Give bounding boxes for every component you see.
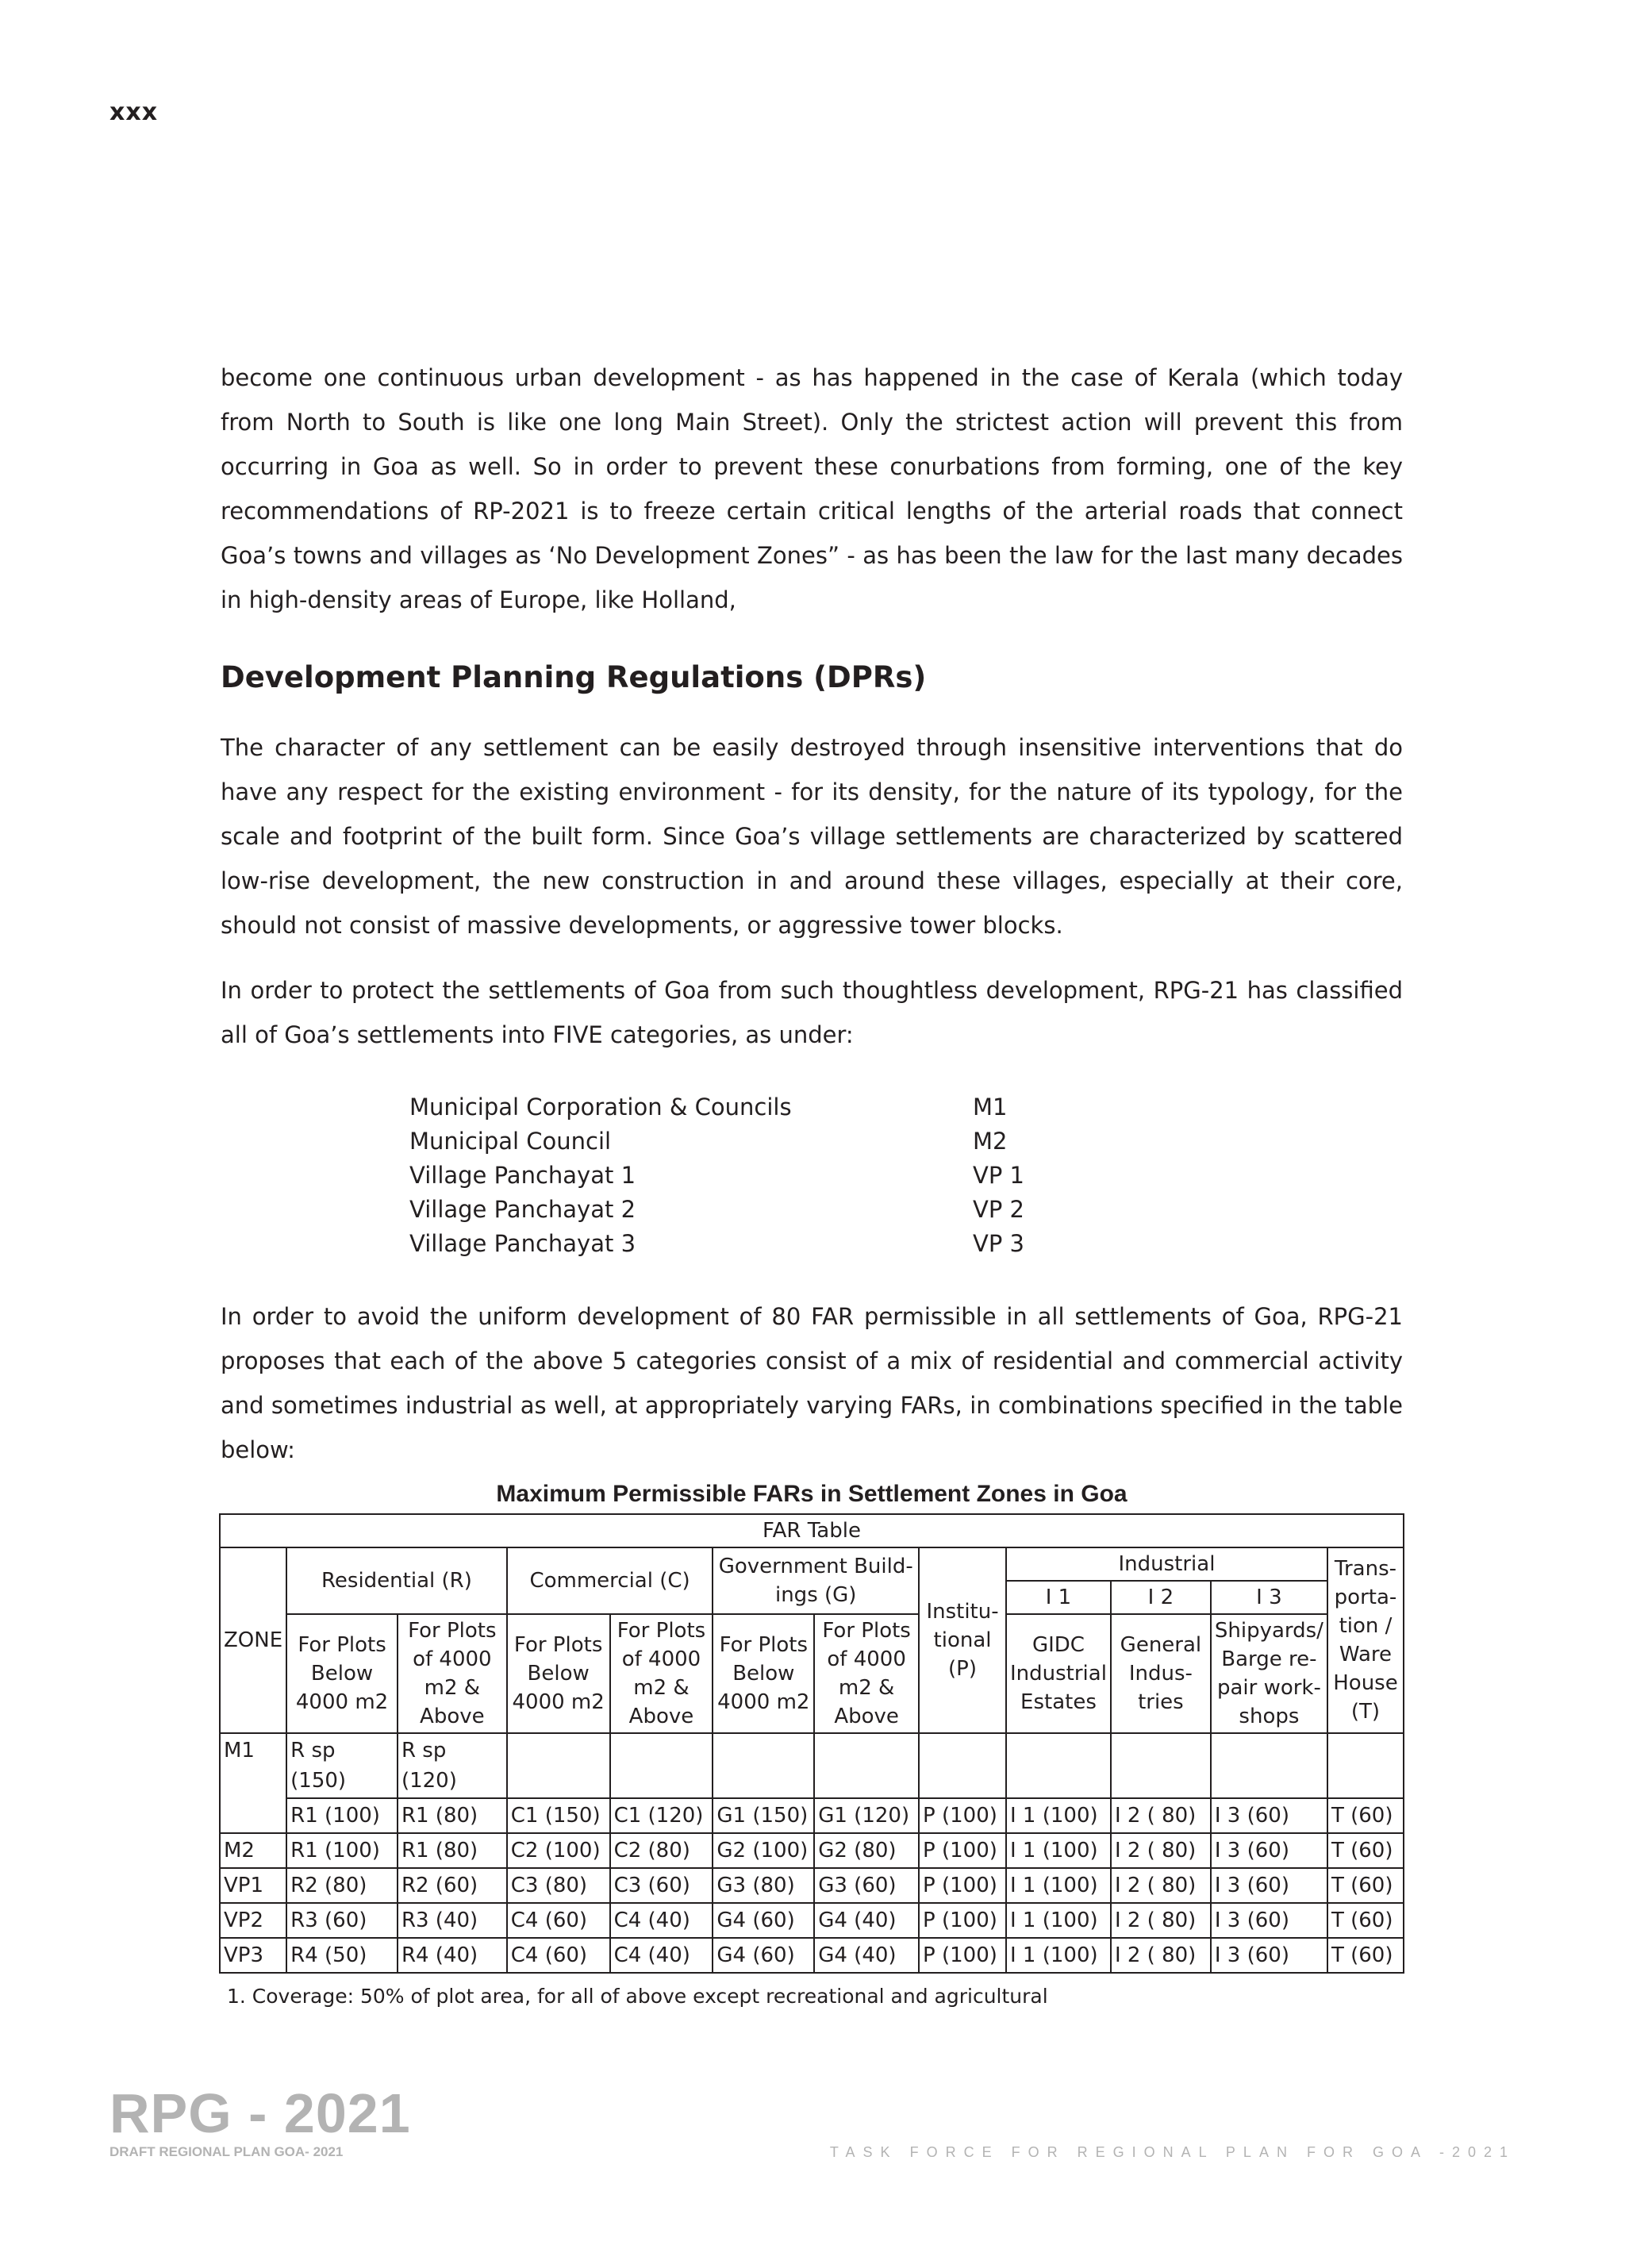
table-cell: I 3 (60) — [1211, 1903, 1327, 1938]
category-row — [409, 1227, 1403, 1261]
industrial-i2-desc: General Indus-tries — [1111, 1614, 1211, 1733]
table-cell: C4 (60) — [507, 1938, 610, 1973]
table-cell: I 1 (100) — [1006, 1833, 1111, 1868]
commercial-above-header: For Plots of 4000 m2 & Above — [610, 1614, 713, 1733]
table-cell: I 2 ( 80) — [1111, 1833, 1211, 1868]
table-cell: R2 (80) — [286, 1868, 398, 1903]
table-cell: I 2 ( 80) — [1111, 1903, 1211, 1938]
category-name: Village Panchayat 1 — [409, 1162, 636, 1189]
table-cell: I 2 ( 80) — [1111, 1868, 1211, 1903]
page-content — [221, 356, 1403, 2008]
table-cell: C1 (120) — [610, 1798, 713, 1833]
table-cell: C4 (60) — [507, 1903, 610, 1938]
table-cell: G1 (120) — [814, 1798, 919, 1833]
table-cell: R3 (60) — [286, 1903, 398, 1938]
table-row — [220, 1798, 1404, 1833]
zone-cell: VP2 — [220, 1903, 286, 1938]
table-row — [220, 1833, 1404, 1868]
table-cell: R sp (120) — [398, 1733, 507, 1798]
residential-above-header: For Plots of 4000 m2 & Above — [398, 1614, 507, 1733]
page-reference: xxx — [109, 98, 159, 126]
table-cell: I 1 (100) — [1006, 1798, 1111, 1833]
table-cell: P (100) — [919, 1798, 1006, 1833]
transport-header: Trans-porta-tion / Ware House (T) — [1327, 1547, 1404, 1733]
category-row — [409, 1193, 1403, 1227]
table-cell: R2 (60) — [398, 1868, 507, 1903]
table-cell: R1 (100) — [286, 1798, 398, 1833]
government-below-header: For Plots Below 4000 m2 — [713, 1614, 814, 1733]
table-cell: I 1 (100) — [1006, 1938, 1111, 1973]
table-cell: G4 (40) — [814, 1903, 919, 1938]
industrial-i1-header: I 1 — [1006, 1581, 1111, 1614]
table-cell: G4 (60) — [713, 1903, 814, 1938]
zone-cell: VP1 — [220, 1868, 286, 1903]
table-cell: P (100) — [919, 1833, 1006, 1868]
table-cell: R1 (80) — [398, 1798, 507, 1833]
table-row — [220, 1868, 1404, 1903]
category-row — [409, 1159, 1403, 1193]
table-cell: P (100) — [919, 1868, 1006, 1903]
table-cell: I 3 (60) — [1211, 1938, 1327, 1973]
institutional-header: Institu-tional (P) — [919, 1547, 1006, 1733]
table-cell: R1 (100) — [286, 1833, 398, 1868]
table-cell: C4 (40) — [610, 1938, 713, 1973]
table-cell: I 2 ( 80) — [1111, 1798, 1211, 1833]
protect-paragraph: In order to protect the settlements of Goa from such thoughtless development, RPG-21 has classified all of Goa’s settlements into FIVE categories, as under: — [221, 977, 1403, 1048]
table-row — [220, 1903, 1404, 1938]
table-cell: I 3 (60) — [1211, 1868, 1327, 1903]
category-row — [409, 1124, 1403, 1159]
industrial-header: Industrial — [1006, 1547, 1327, 1581]
category-name: Municipal Corporation & Councils — [409, 1094, 792, 1121]
intro-paragraph: become one continuous urban development - as has happened in the case of Kerala (which today from North to South is like one long Main Street). Only the strictest action will prevent this from occurring in Goa as well. So in order to prevent these conurbations from forming, one of the key recommendations of RP-2021 is to freeze certain critical lengths of the arterial roads that connect Goa’s towns and villages as ‘No Development Zones” - as has been the law for the last many decades in high-density areas of Europe, like Holland, — [221, 364, 1403, 613]
table-cell: C4 (40) — [610, 1903, 713, 1938]
table-cell: G1 (150) — [713, 1798, 814, 1833]
settlement-category-list — [409, 1090, 1403, 1261]
industrial-i1-desc: GIDC Industrial Estates — [1006, 1614, 1111, 1733]
table-cell: G2 (80) — [814, 1833, 919, 1868]
table-cell: T (60) — [1327, 1833, 1404, 1868]
zone-cell: M1 — [220, 1733, 286, 1833]
category-code: M1 — [973, 1094, 1008, 1121]
character-paragraph: The character of any settlement can be easily destroyed through insensitive interventions that do have any respect for the existing environment - for its density, for the nature of its typology, for the scale and footprint of the built form. Since Goa’s village settlements are characterized by scattered low-rise development, the new construction in and around these villages, especially at their core, should not consist of massive developments, or aggressive tower blocks. — [221, 734, 1403, 939]
table-title: Maximum Permissible FARs in Settlement Zones in Goa — [496, 1481, 1128, 1507]
table-cell: I 1 (100) — [1006, 1868, 1111, 1903]
table-caption: FAR Table — [220, 1514, 1404, 1547]
table-cell: I 1 (100) — [1006, 1903, 1111, 1938]
category-row — [409, 1090, 1403, 1124]
section-heading: Development Planning Regulations (DPRs) — [221, 660, 927, 694]
residential-header: Residential (R) — [286, 1547, 507, 1614]
commercial-header: Commercial (C) — [507, 1547, 713, 1614]
zone-cell: M2 — [220, 1833, 286, 1868]
footer-running-title: TASK FORCE FOR REGIONAL PLAN FOR GOA -2021 — [829, 2144, 1516, 2160]
table-cell: P (100) — [919, 1938, 1006, 1973]
industrial-i2-header: I 2 — [1111, 1581, 1211, 1614]
government-above-header: For Plots of 4000 m2 & Above — [814, 1614, 919, 1733]
category-code: VP 2 — [973, 1196, 1024, 1223]
category-code: M2 — [973, 1128, 1008, 1155]
table-cell: C2 (80) — [610, 1833, 713, 1868]
table-cell: T (60) — [1327, 1868, 1404, 1903]
table-cell: R3 (40) — [398, 1903, 507, 1938]
table-cell: I 3 (60) — [1211, 1798, 1327, 1833]
table-cell: T (60) — [1327, 1798, 1404, 1833]
table-cell: G3 (60) — [814, 1868, 919, 1903]
category-code: VP 1 — [973, 1162, 1024, 1189]
table-cell: G3 (80) — [713, 1868, 814, 1903]
table-cell: C2 (100) — [507, 1833, 610, 1868]
table-cell: R1 (80) — [398, 1833, 507, 1868]
table-cell: C3 (60) — [610, 1868, 713, 1903]
table-cell: I 3 (60) — [1211, 1833, 1327, 1868]
commercial-below-header: For Plots Below 4000 m2 — [507, 1614, 610, 1733]
table-cell: I 2 ( 80) — [1111, 1938, 1211, 1973]
category-name: Village Panchayat 2 — [409, 1196, 636, 1223]
category-name: Village Panchayat 3 — [409, 1230, 636, 1257]
table-row — [220, 1733, 1404, 1798]
footer-subtitle: DRAFT REGIONAL PLAN GOA- 2021 — [109, 2144, 344, 2159]
zone-header: ZONE — [220, 1547, 286, 1733]
table-row — [220, 1938, 1404, 1973]
table-cell: G2 (100) — [713, 1833, 814, 1868]
table-cell: C1 (150) — [507, 1798, 610, 1833]
footer-logo: RPG - 2021 — [109, 2082, 411, 2144]
industrial-i3-header: I 3 — [1211, 1581, 1327, 1614]
table-footnote: 1. Coverage: 50% of plot area, for all of above except recreational and agricultural — [227, 1985, 1048, 2008]
zone-cell: VP3 — [220, 1938, 286, 1973]
table-cell: P (100) — [919, 1903, 1006, 1938]
industrial-i3-desc: Shipyards/ Barge re-pair work-shops — [1211, 1614, 1327, 1733]
table-cell: R4 (40) — [398, 1938, 507, 1973]
residential-below-header: For Plots Below 4000 m2 — [286, 1614, 398, 1733]
government-header: Government Build-ings (G) — [713, 1547, 919, 1614]
table-cell: G4 (40) — [814, 1938, 919, 1973]
table-cell: R4 (50) — [286, 1938, 398, 1973]
category-name: Municipal Council — [409, 1128, 612, 1155]
table-cell: R sp (150) — [286, 1733, 398, 1798]
table-cell: G4 (60) — [713, 1938, 814, 1973]
far-table — [219, 1513, 1404, 1974]
category-code: VP 3 — [973, 1230, 1024, 1257]
table-cell: C3 (80) — [507, 1868, 610, 1903]
table-cell: T (60) — [1327, 1903, 1404, 1938]
avoid-paragraph: In order to avoid the uniform development of 80 FAR permissible in all settlements of Goa, RPG-21 proposes that each of the above 5 categories consist of a mix of residential and commercial activity and sometimes industrial as well, at appropriately varying FARs, in combinations specified in the table below: — [221, 1303, 1403, 1463]
table-cell: T (60) — [1327, 1938, 1404, 1973]
